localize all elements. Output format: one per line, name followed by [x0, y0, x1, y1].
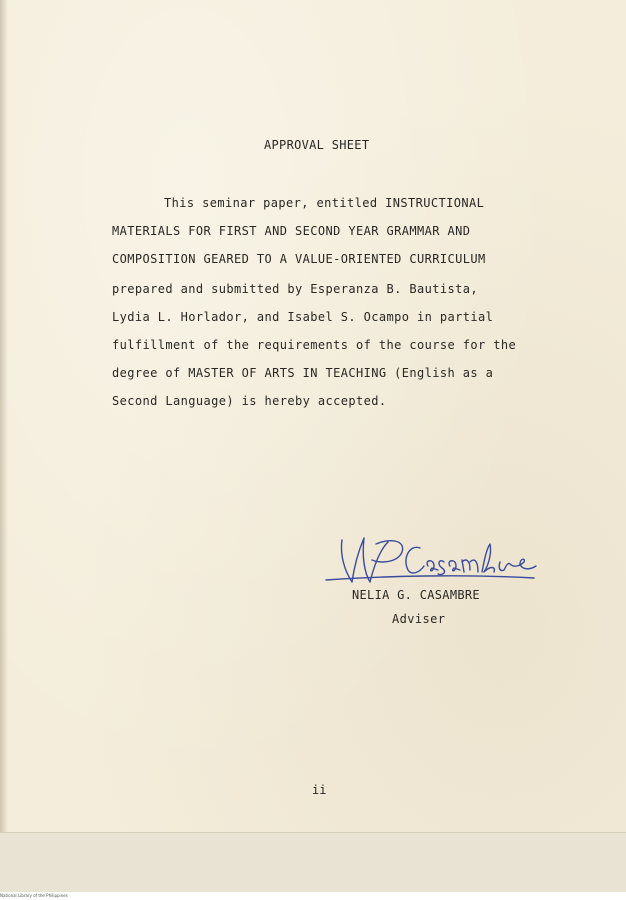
paragraph-line: COMPOSITION GEARED TO A VALUE-ORIENTED CURRICULUM: [112, 252, 486, 266]
footer-caption: National Library of the Philippines: [0, 893, 68, 898]
page-title: APPROVAL SHEET: [264, 138, 370, 152]
handwritten-signature: [324, 528, 544, 596]
paragraph-line: fulfillment of the requirements of the course for the: [112, 338, 517, 352]
paragraph-line: Lydia L. Horlador, and Isabel S. Ocampo in partial: [112, 310, 494, 324]
paragraph-line: Second Language) is hereby accepted.: [112, 394, 387, 408]
signatory-name: NELIA G. CASAMBRE: [352, 588, 480, 602]
paragraph-line: MATERIALS FOR FIRST AND SECOND YEAR GRAMMAR AND: [112, 224, 471, 238]
paragraph-line: This seminar paper, entitled INSTRUCTIONAL: [164, 196, 485, 210]
paragraph-line: degree of MASTER OF ARTS IN TEACHING (English as a: [112, 366, 494, 380]
page-number: ii: [312, 783, 327, 797]
page-edge-shadow: [0, 0, 8, 834]
paragraph-line: prepared and submitted by Esperanza B. Bautista,: [112, 282, 478, 296]
scan-bottom-strip: [0, 832, 626, 893]
signatory-role: Adviser: [392, 612, 446, 626]
footer-bar: [0, 892, 626, 900]
